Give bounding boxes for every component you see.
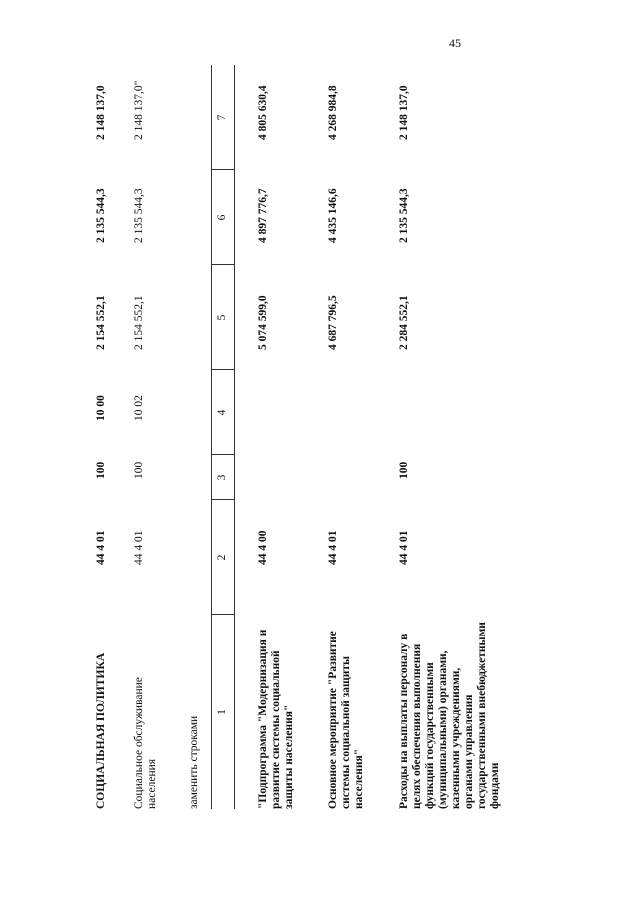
row-c6: 2 135 544,3: [398, 188, 410, 243]
row-c6: 2 135 544,3: [133, 188, 145, 243]
row-c4: 10 00: [95, 395, 107, 421]
row-name: "Подпрограмма "Модернизация и развитие системы социальной защиты населения": [257, 629, 295, 809]
row-name: СОЦИАЛЬНАЯ ПОЛИТИКА: [95, 652, 107, 809]
row-name: Социальное обслуживание населения: [133, 677, 158, 809]
table-row: [398, 0, 501, 905]
row-c6: 4 897 776,7: [257, 188, 269, 243]
column-header: 4: [216, 409, 228, 416]
row-c5: 5 074 599,0: [257, 295, 269, 350]
row-c6: 2 135 544,3: [95, 188, 107, 243]
replace-note: заменить строками: [188, 715, 200, 809]
table-row: [327, 0, 365, 905]
table-header-bottom-border: [234, 65, 235, 809]
table-top-border: [211, 65, 212, 809]
row-code: 44 4 01: [95, 530, 107, 565]
row-code: 44 4 01: [398, 530, 410, 565]
page-number: 45: [449, 36, 461, 50]
row-c3: 100: [95, 461, 107, 479]
row-c6: 4 435 146,6: [327, 188, 339, 243]
row-c7: 2 148 137,0: [95, 85, 107, 140]
row-c7: 2 148 137,0": [133, 80, 145, 140]
row-c7: 2 148 137,0: [398, 85, 410, 140]
column-header: 7: [216, 114, 228, 121]
row-code: 44 4 01: [133, 530, 145, 565]
budget-row: [133, 0, 158, 905]
budget-row: [95, 0, 105, 905]
row-c5: 2 284 552,1: [398, 295, 410, 350]
row-c7: 4 268 984,8: [327, 85, 339, 140]
row-name: Основное мероприятие "Развитие системы социальной защиты населения": [327, 631, 365, 809]
row-c7: 4 805 630,4: [257, 85, 269, 140]
table-row: [257, 0, 295, 905]
column-header: 1: [216, 709, 228, 715]
column-header: 3: [216, 474, 228, 481]
row-name: Расходы на выплаты персоналу в целях обеспечения выполнения функций государственными (муниципальными) органами, казенными учреждениями, органами управления государственными внебюджетными фондами: [398, 622, 501, 809]
row-c5: 2 154 552,1: [95, 295, 107, 350]
row-code: 44 4 01: [327, 530, 339, 565]
row-c5: 4 687 796,5: [327, 295, 339, 350]
row-c3: 100: [398, 461, 410, 479]
column-header: 5: [216, 314, 228, 321]
row-c5: 2 154 552,1: [133, 295, 145, 350]
column-header: 6: [216, 214, 228, 221]
row-c3: 100: [133, 461, 145, 479]
row-c4: 10 02: [133, 395, 145, 421]
column-header: 2: [216, 554, 228, 561]
row-code: 44 4 00: [257, 530, 269, 565]
